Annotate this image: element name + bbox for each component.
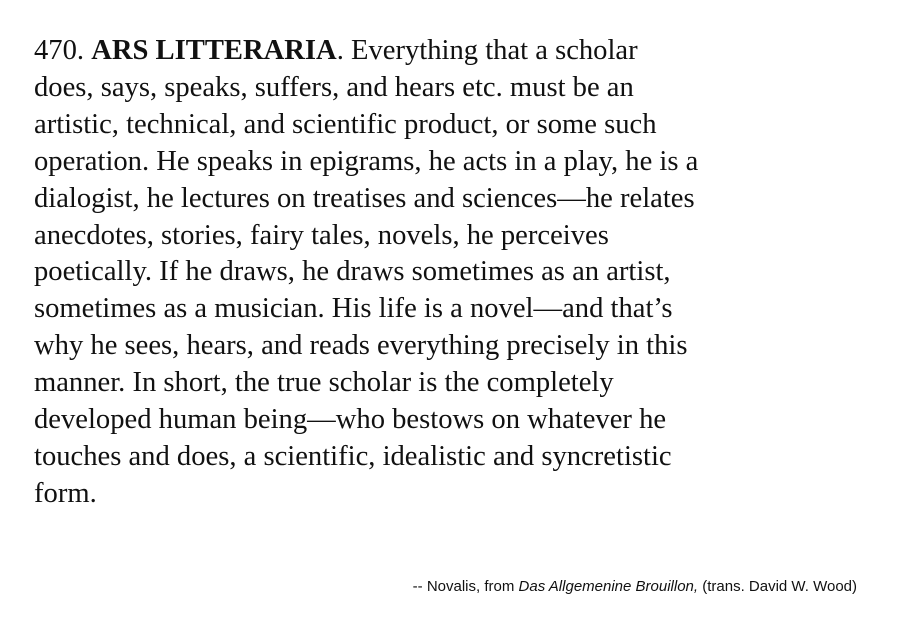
entry-title: ARS LITTERARIA (91, 35, 337, 66)
passage-line: developed human being—who bestows on whatever he (34, 404, 667, 436)
attribution-suffix: (trans. David W. Wood) (698, 578, 857, 595)
passage-line: form. (34, 477, 97, 509)
passage-line: sometimes as a musician. His life is a novel—and that’s (34, 293, 673, 325)
passage-line: anecdotes, stories, fairy tales, novels, he perceives (34, 219, 609, 251)
passage-line: does, says, speaks, suffers, and hears etc. must be an (34, 71, 634, 103)
passage-line: why he sees, hears, and reads everything precisely in this (34, 330, 688, 362)
attribution-prefix: -- Novalis, from (412, 578, 519, 595)
passage-line: poetically. If he draws, he draws sometimes as an artist, (34, 256, 671, 288)
passage-line: operation. He speaks in epigrams, he acts in a play, he is a (34, 145, 699, 177)
first-line-rest: . Everything that a scholar (336, 35, 638, 66)
passage-text (34, 33, 870, 513)
passage-line: artistic, technical, and scientific product, or some such (34, 108, 657, 140)
passage-line: dialogist, he lectures on treatises and sciences—he relates (34, 182, 695, 214)
passage-line-1 (34, 33, 870, 70)
attribution-book-title: Das Allgemenine Brouillon, (518, 578, 699, 595)
attribution (413, 578, 857, 596)
entry-number: 470. (34, 35, 85, 66)
passage-line: manner. In short, the true scholar is the completely (34, 367, 614, 399)
passage-line: touches and does, a scientific, idealistic and syncretistic (34, 440, 672, 472)
